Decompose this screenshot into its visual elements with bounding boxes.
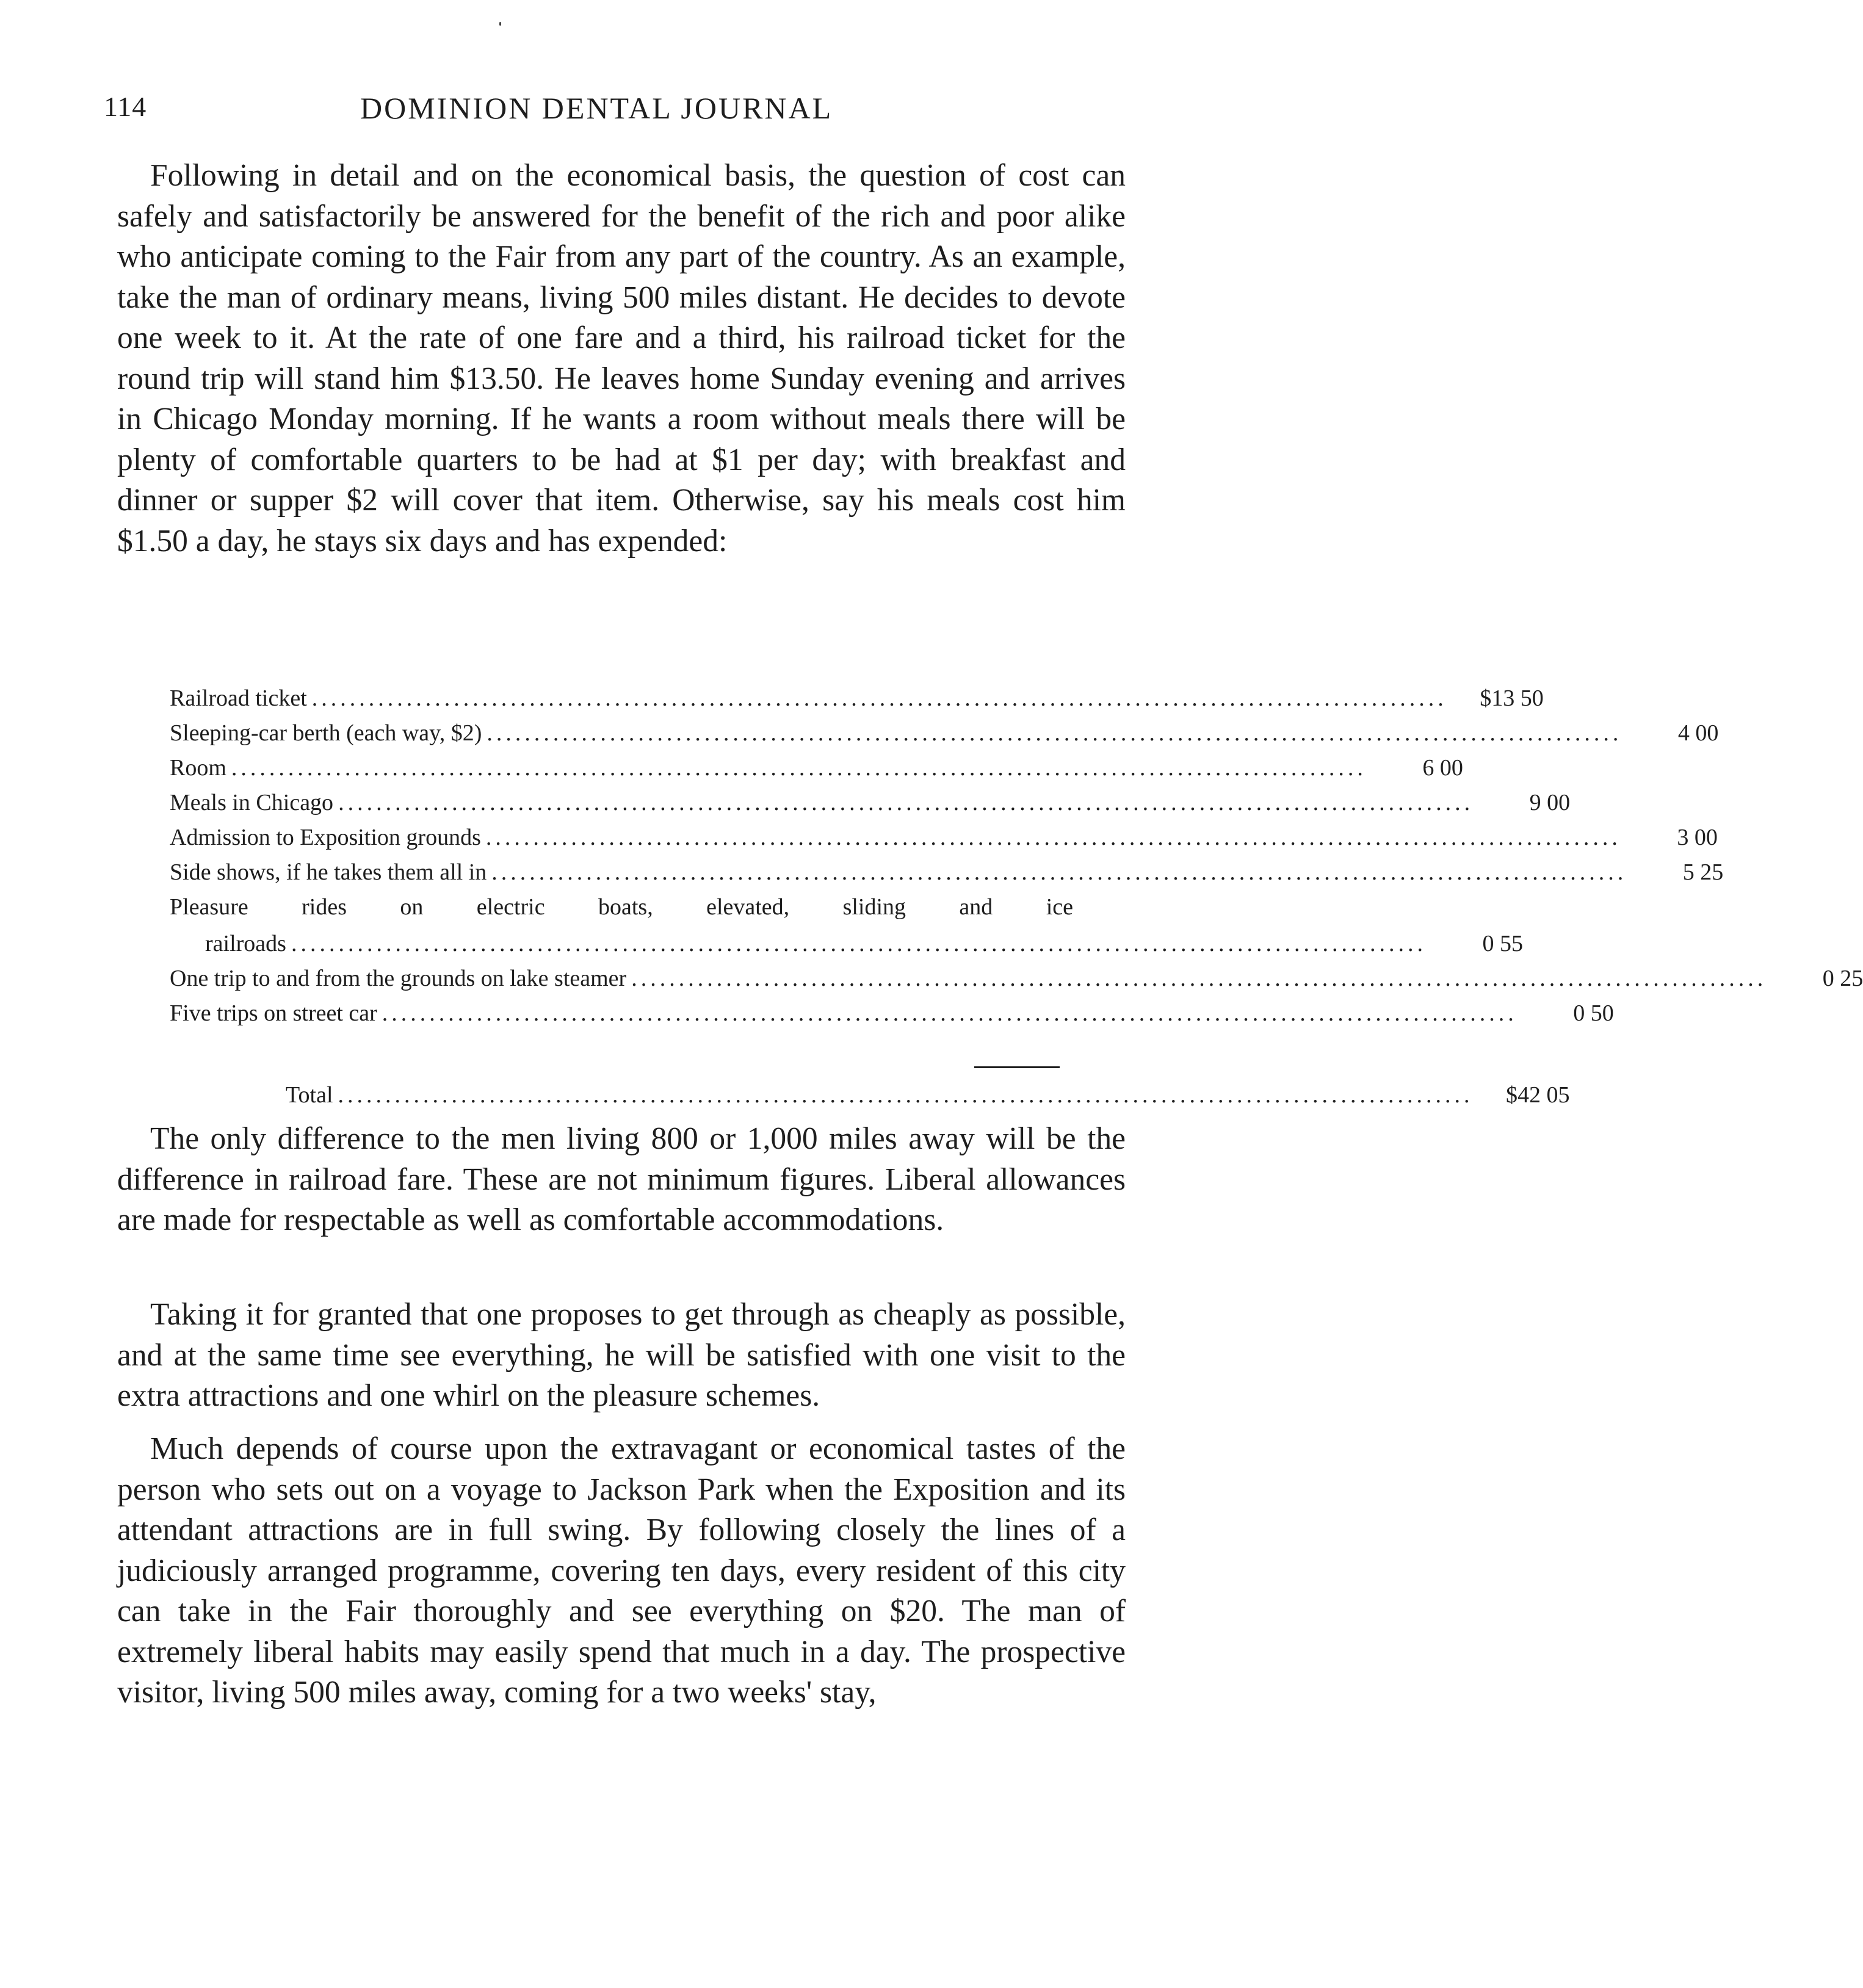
dot-leader: ........................................................................................................................ bbox=[338, 790, 1474, 815]
dot-leader: ........................................................................................................................ bbox=[631, 966, 1767, 991]
dot-leader: ........................................................................................................................ bbox=[485, 825, 1621, 850]
page-header bbox=[104, 90, 1117, 133]
dot-leader: ........................................................................................................................ bbox=[311, 685, 1447, 711]
expense-row bbox=[170, 1000, 1614, 1032]
expense-amount: 5 25 bbox=[1682, 859, 1724, 885]
paragraph-cheap-visit: Taking it for granted that one proposes to get through as cheaply as possible, and at the same time see everything, he will be satisfied with one visit to the extra attractions and one whirl on the pleasure schemes. bbox=[117, 1297, 1126, 1413]
expense-amount: 0 25 bbox=[1822, 966, 1863, 991]
expense-row bbox=[170, 965, 1863, 997]
expense-row bbox=[170, 824, 1718, 856]
total-amount: $42 05 bbox=[1506, 1082, 1570, 1108]
expense-label: One trip to and from the grounds on lake steamer bbox=[170, 966, 627, 991]
running-title: DOMINION DENTAL JOURNAL bbox=[360, 91, 833, 125]
expense-label: Sleeping-car berth (each way, $2) bbox=[170, 720, 482, 746]
total-label: Total bbox=[286, 1082, 333, 1108]
expense-row bbox=[170, 789, 1571, 821]
total-row bbox=[286, 1082, 1570, 1113]
expense-row bbox=[170, 754, 1463, 786]
expense-amount: $13 50 bbox=[1480, 685, 1544, 711]
paragraph-tastes: Much depends of course upon the extravagant or economical tastes of the person who sets out on a voyage to Jackson Park when the Exposition and its attendant attractions are in full swing. By following closely the lines of a judiciously arranged programme, covering ten days, every resident of this city can take in the Fair thoroughly and see everything on $20. The man of extremely liberal habits may easily spend that much in a day. The prospective visitor, living 500 miles away, coming for a two weeks' stay, bbox=[117, 1431, 1126, 1710]
expense-row bbox=[170, 685, 1544, 717]
dot-leader: ........................................................................................................................ bbox=[382, 1000, 1518, 1026]
expense-amount: 9 00 bbox=[1529, 790, 1571, 815]
expense-label: Admission to Exposition grounds bbox=[170, 825, 481, 850]
print-speck bbox=[499, 22, 501, 26]
expense-amount: 3 00 bbox=[1677, 825, 1718, 850]
expense-label-continued: Pleasure rides on electric boats, elevated, sliding and ice bbox=[170, 894, 1073, 920]
expense-label: railroads bbox=[205, 931, 286, 956]
expense-label: Five trips on street car bbox=[170, 1000, 377, 1026]
expense-row bbox=[170, 720, 1719, 751]
dot-leader: ........................................................................................................................ bbox=[338, 1082, 1474, 1108]
expense-amount: 6 00 bbox=[1422, 755, 1463, 781]
expense-label: Railroad ticket bbox=[170, 685, 307, 711]
expense-amount: 4 00 bbox=[1677, 720, 1719, 746]
dot-leader: ........................................................................................................................ bbox=[487, 720, 1622, 746]
expense-row bbox=[205, 930, 1523, 962]
expense-label: Room bbox=[170, 755, 226, 781]
paragraph-cost-intro: Following in detail and on the economical basis, the question of cost can safely and satisfactorily be answered for the benefit of the rich and poor alike who anticipate coming to the Fair from any part of the country. As an example, take the man of ordinary means, living 500 miles distant. He decides to devote one week to it. At the rate of one fare and a third, his railroad ticket for the round trip will stand him $13.50. He leaves home Sunday evening and arrives in Chicago Monday morning. If he wants a room without meals there will be plenty of comfortable quarters to be had at $1 per day; with breakfast and dinner or supper $2 will cover that item. Otherwise, say his meals cost him $1.50 a day, he stays six days and has expended: bbox=[117, 158, 1126, 558]
expense-label: Side shows, if he takes them all in bbox=[170, 859, 487, 885]
total-rule bbox=[974, 1066, 1060, 1068]
dot-leader: ........................................................................................................................ bbox=[491, 859, 1627, 885]
page-number: 114 bbox=[104, 91, 147, 122]
expense-amount: 0 50 bbox=[1573, 1000, 1614, 1026]
expense-row bbox=[170, 859, 1724, 891]
expense-label: Meals in Chicago bbox=[170, 790, 334, 815]
dot-leader: ........................................................................................................................ bbox=[291, 931, 1427, 956]
expense-amount: 0 55 bbox=[1482, 931, 1523, 956]
dot-leader: ........................................................................................................................ bbox=[231, 755, 1367, 781]
paragraph-fare-difference: The only difference to the men living 800 or 1,000 miles away will be the difference in railroad fare. These are not minimum figures. Liberal allowances are made for respectable as well as comfortable accommodations. bbox=[117, 1121, 1126, 1237]
